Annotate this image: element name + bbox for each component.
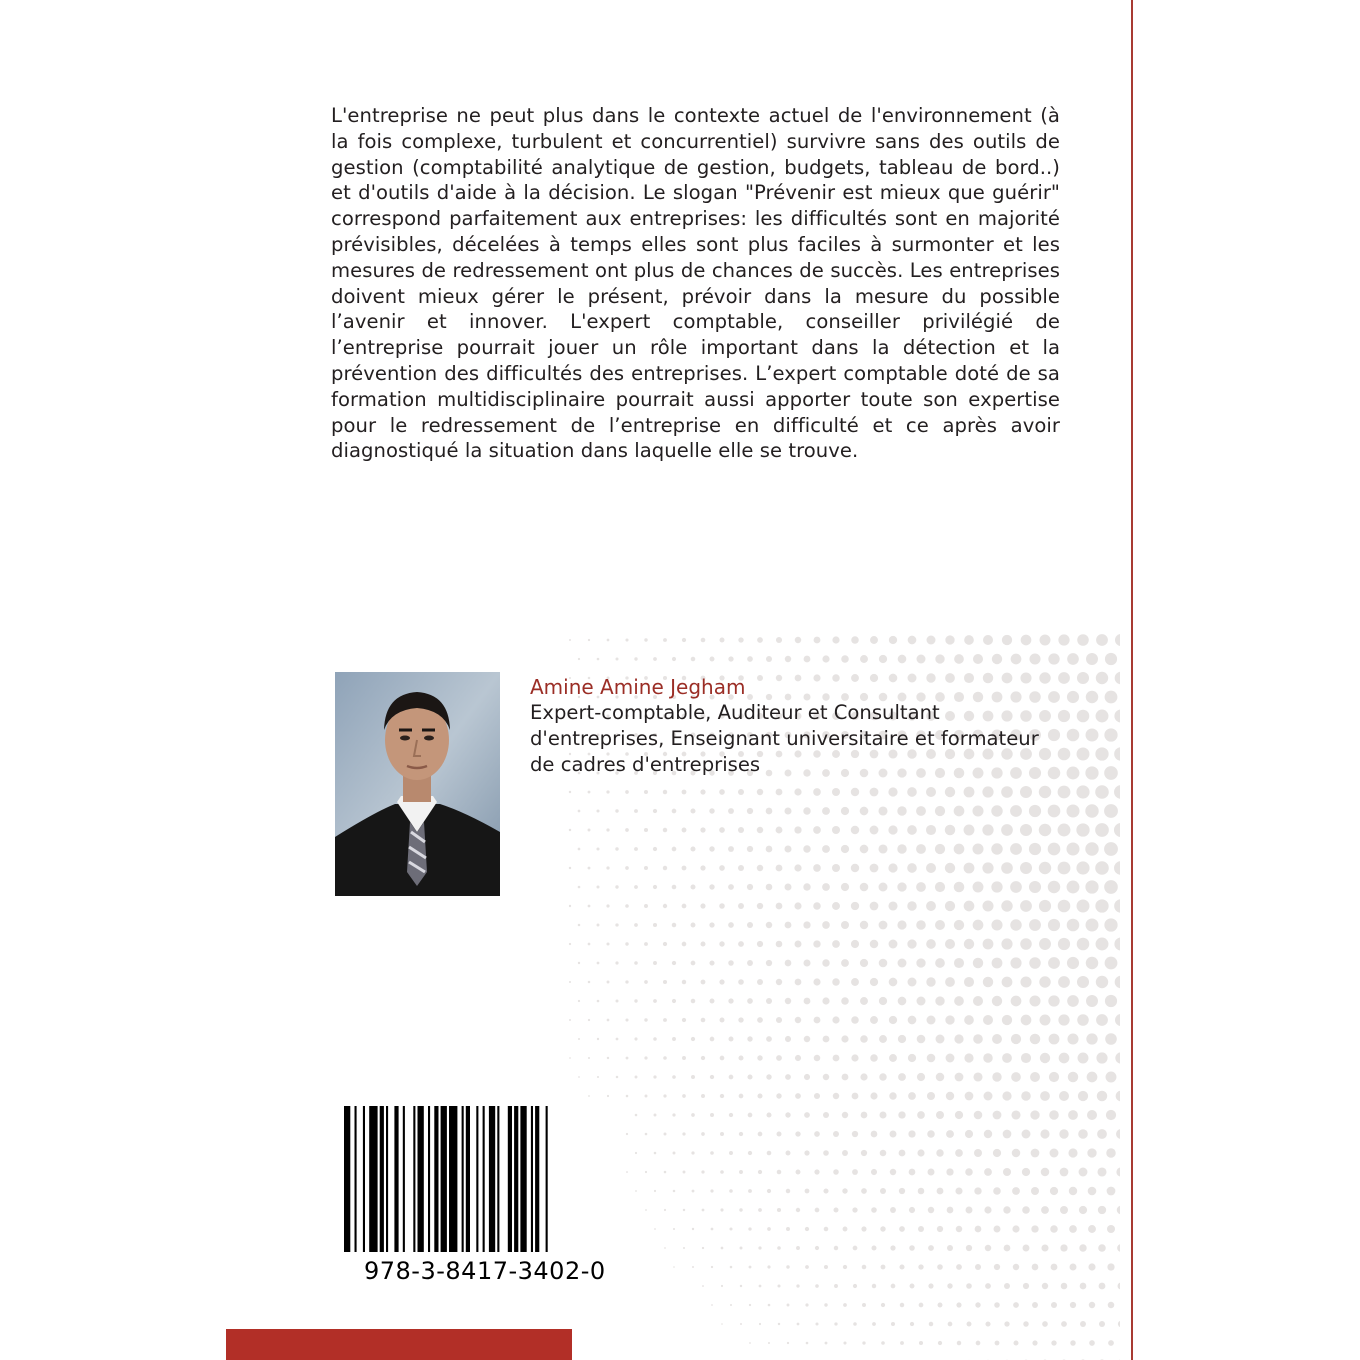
author-block — [530, 674, 1060, 777]
author-photo — [335, 672, 500, 896]
isbn-number: 978-3-8417-3402-0 — [364, 1257, 606, 1285]
author-name: Amine Amine Jegham — [530, 675, 746, 699]
back-cover-blurb: L'entreprise ne peut plus dans le contexte actuel de l'environnement (à la fois complexe, turbulent et concurrentiel) survivre sans des outils de gestion (comptabilité analytique de gestion, budgets, tableau de bord..) et d'outils d'aide à la décision. Le slogan "Prévenir est mieux que guérir" correspond parfaitement aux entreprises: les difficultés sont en majorité prévisibles, décelées à temps elles sont plus faciles à surmonter et les mesures de redressement ont plus de chances de succès. Les entreprises doivent mieux gérer le présent, prévoir dans la mesure du possible l’avenir et innover. L'expert comptable, conseiller privilégié de l’entreprise pourrait jouer un rôle important dans la détection et la prévention des difficultés des entreprises. L’expert comptable doté de sa formation multidisciplinaire pourrait aussi apporter toute son expertise pour le redressement de l’entreprise en difficulté et ce après avoir diagnostiqué la situation dans laquelle elle se trouve. — [331, 104, 1060, 463]
bottom-accent-bar — [226, 1329, 572, 1360]
spine-accent-line — [1131, 0, 1133, 1360]
author-bio: Expert-comptable, Auditeur et Consultant d'entreprises, Enseignant universitaire et formateur de cadres d'entreprises — [530, 701, 1039, 776]
